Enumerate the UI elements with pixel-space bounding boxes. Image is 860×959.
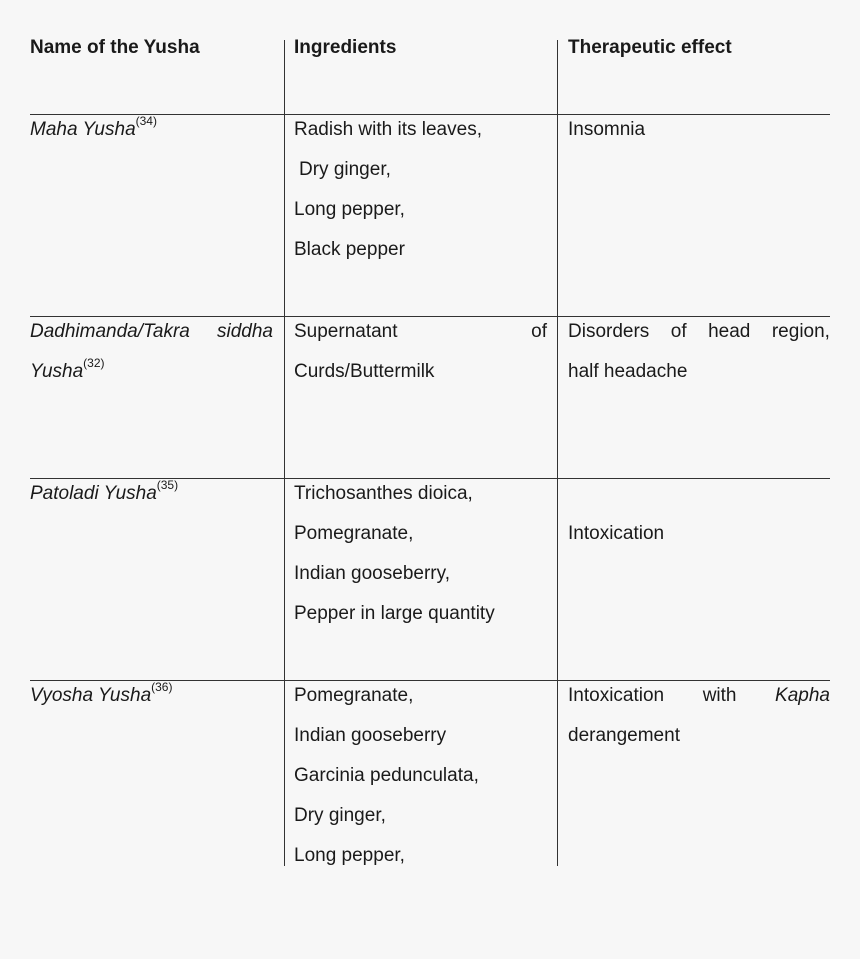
reference-number: (34) bbox=[135, 114, 157, 128]
name-word: siddha bbox=[217, 321, 273, 342]
row-3-name bbox=[30, 474, 178, 514]
row-3-ingredients bbox=[294, 474, 495, 634]
column-divider-1 bbox=[284, 40, 285, 866]
effect-word: of bbox=[670, 321, 687, 342]
row-4-name bbox=[30, 676, 172, 716]
column-divider-2 bbox=[557, 40, 558, 866]
ingredient: Long pepper, bbox=[294, 199, 405, 220]
ingredient: Pepper in large quantity bbox=[294, 603, 495, 624]
name-line-2 bbox=[30, 352, 273, 392]
row-4-ingredients bbox=[294, 676, 479, 876]
reference-number: (36) bbox=[151, 680, 173, 694]
ingredient: Long pepper, bbox=[294, 845, 405, 866]
yusha-name: Vyosha Yusha bbox=[30, 685, 152, 706]
reference-number: (35) bbox=[156, 478, 179, 492]
yusha-name: Maha Yusha bbox=[30, 119, 136, 140]
effect-word: region, bbox=[771, 321, 830, 342]
row-1-effect bbox=[568, 110, 645, 150]
header-effect: Therapeutic effect bbox=[568, 37, 732, 58]
ingredient: Indian gooseberry bbox=[294, 725, 447, 746]
effect-word: head bbox=[708, 321, 751, 342]
yusha-name: Yusha bbox=[30, 361, 84, 382]
name-line-1 bbox=[30, 312, 273, 352]
ingredient: Pomegranate, bbox=[294, 523, 414, 544]
ingredient-line-1 bbox=[294, 312, 547, 352]
ingredient: Pomegranate, bbox=[294, 685, 414, 706]
ingredient: Trichosanthes dioica, bbox=[294, 483, 473, 504]
effect-line-1 bbox=[568, 312, 830, 352]
row-2-ingredients bbox=[294, 312, 547, 392]
row-2-effect bbox=[568, 312, 830, 392]
effect-line-1 bbox=[568, 676, 830, 716]
ingredient: Garcinia pedunculata, bbox=[294, 765, 479, 786]
header-name: Name of the Yusha bbox=[30, 37, 200, 58]
effect-word: Disorders bbox=[568, 321, 650, 342]
ingredient: Curds/Buttermilk bbox=[294, 361, 435, 382]
ingredient: Dry ginger, bbox=[294, 805, 386, 826]
effect-text: derangement bbox=[568, 725, 680, 746]
effect-text: Intoxication bbox=[568, 523, 665, 544]
yusha-name: Patoladi Yusha bbox=[30, 483, 157, 504]
row-1-name bbox=[30, 110, 157, 150]
reference-number: (32) bbox=[83, 356, 105, 370]
row-1-ingredients bbox=[294, 110, 482, 270]
header-ingredients: Ingredients bbox=[294, 37, 397, 58]
ingredient: Black pepper bbox=[294, 239, 405, 260]
effect-word: Kapha bbox=[775, 685, 830, 706]
effect-text: half headache bbox=[568, 361, 688, 382]
effect-word: Intoxication bbox=[568, 685, 665, 706]
ingredient: Radish with its leaves, bbox=[294, 119, 482, 140]
row-4-effect bbox=[568, 676, 830, 756]
ingredient-word: Supernatant bbox=[294, 321, 398, 342]
row-3-effect bbox=[568, 514, 664, 554]
name-word: Dadhimanda/Takra bbox=[30, 321, 190, 342]
ingredient: Indian gooseberry, bbox=[294, 563, 450, 584]
ingredient: Dry ginger, bbox=[299, 159, 391, 180]
effect-text: Insomnia bbox=[568, 119, 646, 140]
ingredient-word: of bbox=[531, 321, 547, 342]
effect-word: with bbox=[702, 685, 737, 706]
row-2-name bbox=[30, 312, 273, 392]
